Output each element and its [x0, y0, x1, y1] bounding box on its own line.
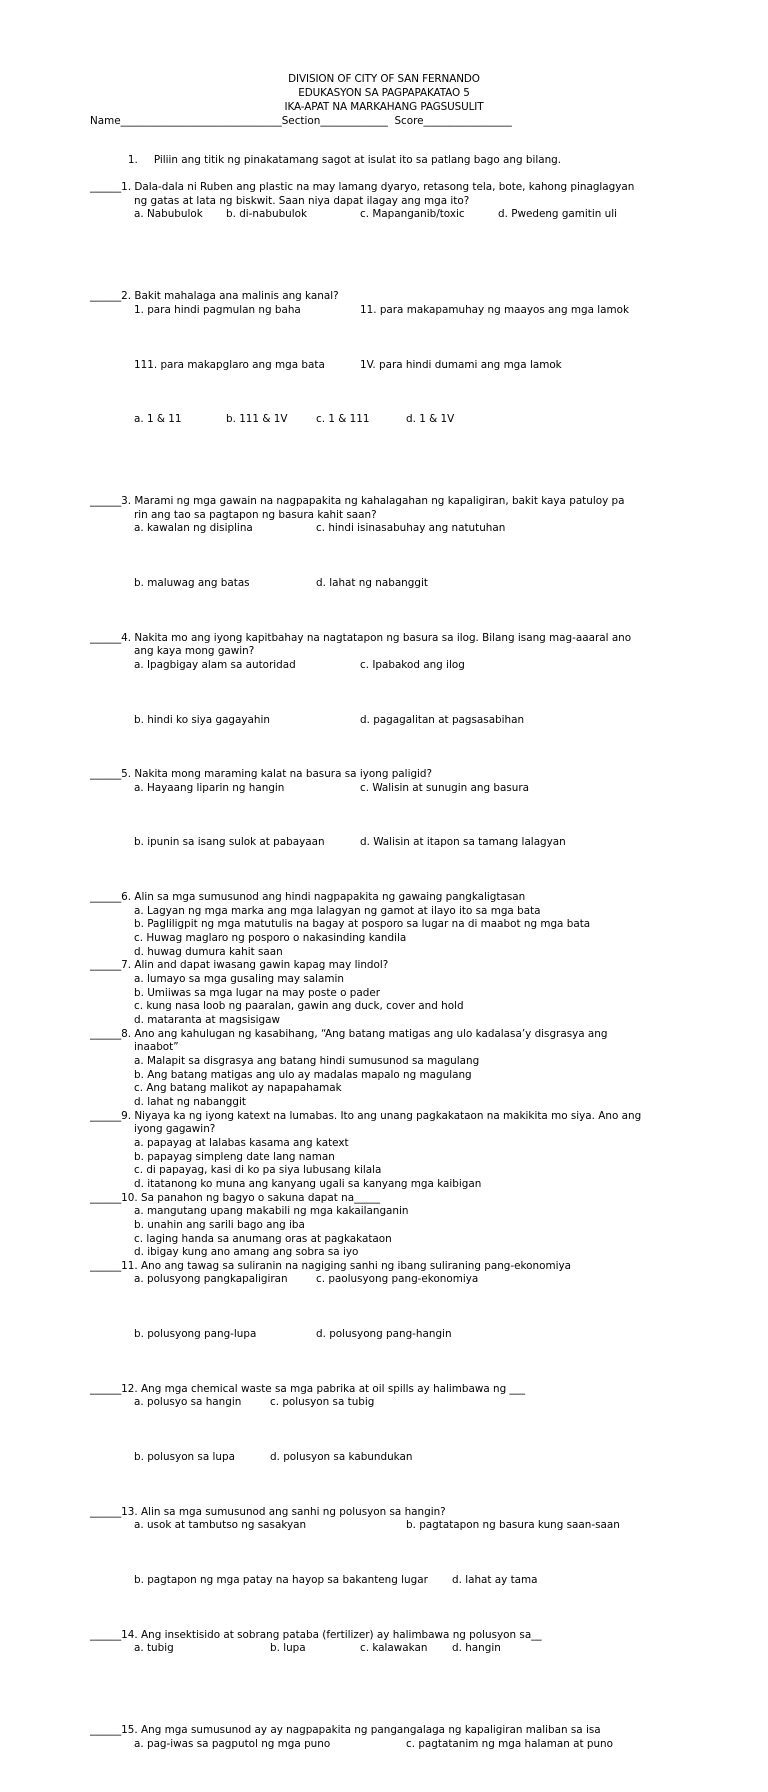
option-b: b. lupa — [270, 1642, 306, 1655]
question-14: ______14. Ang insektisido at sobrang pataba (fertilizer) ay halimbawa ng polusyon sa__ — [90, 1628, 542, 1641]
question-11-options-2 — [90, 1328, 690, 1383]
option-b: b. Pagliligpit ng mga matutulis na bagay at posporo sa lugar na di maabot ng mga bata — [134, 918, 591, 931]
option-a: a. polusyo sa hangin — [134, 1396, 242, 1409]
option-c: c. kung nasa loob ng paaralan, gawin ang duck, cover and hold — [134, 1000, 464, 1013]
question-13-options-1 — [90, 1519, 690, 1574]
option-c: c. hindi isinasabuhay ang natutuhan — [316, 522, 506, 535]
question-7: ______7. Alin and dapat iwasang gawin kapag may lindol? — [90, 959, 389, 972]
option-d: d. itatanong ko muna ang kanyang ugali sa kanyang mga kaibigan — [134, 1177, 482, 1190]
option-a: a. Ipagbigay alam sa autoridad — [134, 658, 296, 671]
option-d: d. Pwedeng gamitin uli — [498, 208, 618, 221]
question-11-options-1 — [90, 1273, 690, 1328]
question-14-options — [90, 1642, 690, 1724]
option-a: a. usok at tambutso ng sasakyan — [134, 1519, 307, 1532]
question-8: ______8. Ano ang kahulugan ng kasabihang, “Ang batang matigas ang ulo kadalasa’y disgrasya ang — [90, 1027, 608, 1040]
option-b: b. hindi ko siya gagayahin — [134, 713, 270, 726]
question-4-options-2 — [90, 714, 690, 769]
option-b: b. Umiiwas sa mga lugar na may poste o pader — [134, 986, 380, 999]
question-8-continued: inaabot” — [134, 1041, 179, 1054]
instruction-number: 1. — [127, 153, 138, 166]
question-15: ______15. Ang mga sumusunod ay ay nagpapakita ng pangangalaga ng kapaligiran maliban sa isa — [90, 1724, 601, 1737]
question-2: ______2. Bakit mahalaga ana malinis ang kanal? — [90, 290, 339, 303]
question-12-options-2 — [90, 1451, 690, 1506]
question-4-continued: ang kaya mong gawin? — [134, 645, 255, 658]
option-a: a. papayag at lalabas kasama ang katext — [134, 1136, 349, 1149]
option-c: c. paolusyong pang-ekonomiya — [316, 1273, 479, 1286]
question-1-options — [90, 208, 690, 290]
question-1-continued: ng gatas at lata ng biskwit. Saan niya dapat ilagay ang mga ito? — [134, 194, 470, 207]
question-15-options — [90, 1738, 690, 1792]
option-d: d. Walisin at itapon sa tamang lalagyan — [360, 836, 566, 849]
question-3-continued: rin ang tao sa pagtapon ng basura kahit saan? — [134, 508, 377, 521]
question-2-statements-1 — [90, 304, 690, 359]
statement-1: 1. para hindi pagmulan ng baha — [134, 303, 301, 316]
option-b: b. polusyon sa lupa — [134, 1451, 235, 1463]
option-a: a. Malapit sa disgrasya ang batang hindi sumusunod sa magulang — [134, 1054, 480, 1067]
question-1: ______1. Dala-dala ni Ruben ang plastic na may lamang dyaryo, retasong tela, bote, kahong pinaglagyan — [90, 180, 635, 193]
question-3-options-1 — [90, 522, 690, 577]
question-2-options — [90, 413, 690, 495]
option-d: d. mataranta at magsisigaw — [134, 1014, 280, 1026]
option-b: b. 111 & 1V — [226, 413, 288, 426]
question-2-statements-2 — [90, 359, 690, 414]
option-b: b. ipunin sa isang sulok at pabayaan — [134, 836, 325, 849]
statement-111: 111. para makapglaro ang mga bata — [134, 358, 325, 371]
questions-list — [90, 140, 690, 1792]
question-4-options-1 — [90, 659, 690, 714]
option-b: b. Ang batang matigas ang ulo ay madalas mapalo ng magulang — [134, 1068, 472, 1081]
statement-11: 11. para makapamuhay ng maayos ang mga lamok — [360, 303, 630, 316]
option-b: b. polusyong pang-lupa — [134, 1328, 257, 1341]
option-a: a. 1 & 11 — [134, 413, 182, 426]
option-c: c. polusyon sa tubig — [270, 1396, 375, 1409]
option-a: a. Hayaang liparin ng hangin — [134, 781, 285, 794]
option-a: a. lumayo sa mga gusaling may salamin — [134, 973, 345, 986]
option-c: c. Mapanganib/toxic — [360, 208, 465, 221]
question-9: ______9. Niyaya ka ng iyong katext na lumabas. Ito ang unang pagkakataon na makikita mo siya. Ano ang — [90, 1109, 642, 1122]
option-b-2: b. pagtapon ng mga patay na hayop sa bakanteng lugar — [134, 1573, 428, 1586]
option-b: b. pagtatapon ng basura kung saan-saan — [406, 1519, 620, 1532]
question-11: ______11. Ano ang tawag sa suliranin na nagiging sanhi ng ibang suliraning pang-ekonomiya — [90, 1259, 572, 1272]
question-10: ______10. Sa panahon ng bagyo o sakuna dapat na_____ — [90, 1191, 381, 1204]
option-b: b. unahin ang sarili bago ang iba — [134, 1218, 305, 1231]
option-a: a. polusyong pangkapaligiran — [134, 1273, 288, 1286]
option-d: d. lahat ay tama — [452, 1573, 538, 1586]
option-c: c. 1 & 111 — [316, 413, 370, 426]
question-5: ______5. Nakita mong maraming kalat na basura sa iyong paligid? — [90, 768, 433, 781]
question-3-options-2 — [90, 577, 690, 632]
option-c: c. Ipabakod ang ilog — [360, 658, 465, 671]
question-9-continued: iyong gagawin? — [134, 1123, 216, 1136]
option-a: a. mangutang upang makabili ng mga kakailanganin — [134, 1205, 409, 1218]
question-5-options-2 — [90, 836, 690, 891]
instruction — [90, 140, 690, 181]
option-c: c. pagtatanim ng mga halaman at puno — [406, 1737, 613, 1750]
option-d: d. ibigay kung ano amang ang sobra sa iyo — [134, 1246, 359, 1259]
option-d: d. hangin — [452, 1642, 501, 1655]
option-a: a. tubig — [134, 1642, 174, 1655]
option-d: d. lahat ng nabanggit — [134, 1095, 246, 1108]
option-c: c. kalawakan — [360, 1642, 428, 1655]
exam-title: IKA-APAT NA MARKAHANG PAGSUSULIT — [284, 101, 484, 113]
option-b: b. maluwag ang batas — [134, 577, 250, 589]
question-5-options-1 — [90, 782, 690, 837]
question-13: ______13. Alin sa mga sumusunod ang sanhi ng polusyon sa hangin? — [90, 1505, 446, 1518]
question-6: ______6. Alin sa mga sumusunod ang hindi nagpapakita ng gawaing pangkaligtasan — [90, 891, 526, 904]
option-c: c. laging handa sa anumang oras at pagkakataon — [134, 1232, 392, 1245]
option-a: a. kawalan ng disiplina — [134, 522, 253, 535]
statement-1v: 1V. para hindi dumami ang mga lamok — [360, 358, 562, 371]
option-d: d. polusyong pang-hangin — [316, 1328, 452, 1341]
subject-title: EDUKASYON SA PAGPAPAKATAO 5 — [298, 87, 470, 99]
option-b: b. papayag simpleng date lang naman — [134, 1150, 335, 1163]
option-b: b. di-nabubulok — [226, 208, 308, 221]
option-a: a. Nabubulok — [134, 208, 203, 221]
question-13-options-2 — [90, 1574, 690, 1629]
option-a: a. Lagyan ng mga marka ang mga lalagyan ng gamot at ilayo ito sa mga bata — [134, 904, 541, 917]
exam-header — [0, 72, 768, 114]
option-c: c. di papayag, kasi di ko pa siya lubusang kilala — [134, 1164, 382, 1177]
question-12-options-1 — [90, 1396, 690, 1451]
option-d: d. lahat ng nabanggit — [316, 577, 428, 589]
option-d: d. huwag dumura kahit saan — [134, 945, 283, 958]
question-12: ______12. Ang mga chemical waste sa mga pabrika at oil spills ay halimbawa ng ___ — [90, 1382, 526, 1395]
division-title: DIVISION OF CITY OF SAN FERNANDO — [288, 73, 480, 85]
option-c: c. Walisin at sunugin ang basura — [360, 781, 529, 794]
option-c: c. Huwag maglaro ng posporo o nakasinding kandila — [134, 932, 407, 945]
option-d: d. polusyon sa kabundukan — [270, 1451, 413, 1463]
option-d: d. 1 & 1V — [406, 413, 455, 426]
question-4: ______4. Nakita mo ang iyong kapitbahay na nagtatapon ng basura sa ilog. Bilang isang mag-aaaral ano — [90, 631, 632, 644]
option-d: d. pagagalitan at pagsasabihan — [360, 713, 525, 726]
option-c: c. Ang batang malikot ay napapahamak — [134, 1082, 342, 1095]
student-info-line: Name_______________________________Section_____________ Score_________________ — [90, 115, 512, 127]
question-3: ______3. Marami ng mga gawain na nagpapakita ng kahalagahan ng kapaligiran, bakit kaya patuloy pa — [90, 495, 625, 508]
instruction-text: Piliin ang titik ng pinakatamang sagot at isulat ito sa patlang bago ang bilang. — [153, 153, 562, 166]
option-a: a. pag-iwas sa pagputol ng mga puno — [134, 1737, 331, 1750]
